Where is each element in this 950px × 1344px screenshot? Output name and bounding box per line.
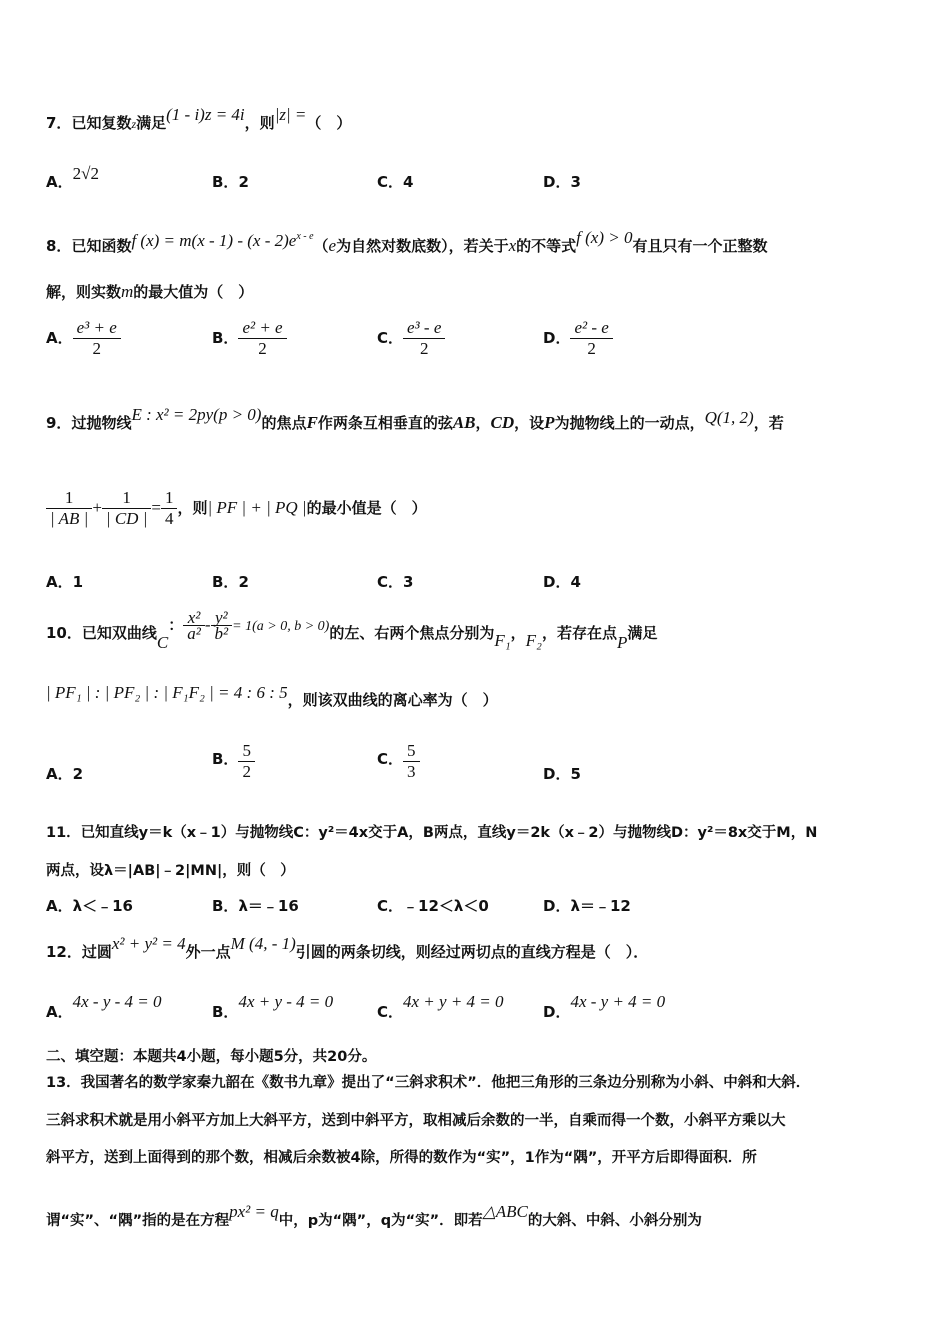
question-12-stem: 12．过圆x² + y² = 4外一点M (4, - 1)引圆的两条切线，则经过两切点的直线方程是（ ）．: [46, 934, 649, 961]
q7-option-c[interactable]: C．4: [377, 173, 414, 191]
question-13-line1: 13．我国著名的数学家秦九韶在《数书九章》提出了“三斜求积术”．他把三角形的三条边分别称为小斜、中斜和大斜．: [46, 1075, 811, 1091]
question-13-line2: 三斜求积术就是用小斜平方加上大斜平方，送到中斜平方，取相减后余数的一半，自乘而得一个数，小斜平方乘以大: [46, 1113, 786, 1129]
q8-option-a[interactable]: A． $\frac{\text{e³ + e}}{2}$: [46, 318, 121, 359]
question-9-condition: $\frac{1}{| AB |}$ + $\frac{1}{| CD |}$ = $\frac{1}{4}$ ，则| PF | + | PQ |的最小值是（ ）: [46, 488, 427, 529]
question-10-condition: | PF₁ | : | PF₂ | : | F₁F₂ | = 4 : 6 : 5，则该双曲线的离心率为（ ）: [46, 683, 498, 709]
question-10-stem: 10．已知双曲线C： $\frac{\text{x²}}{\text{a²}}$ - $\frac{\text{y²}}{\text{b²}}$ = 1(a > 0, b > 0)的左、右两个焦点分别为F₁，F₂，若存在点P满足: [46, 608, 658, 652]
question-7-stem: 7．已知复数z满足(1 - i)z = 4i，则|z| =（ ）: [46, 105, 352, 132]
q9-option-b[interactable]: B．2: [212, 573, 249, 591]
q8-option-d[interactable]: D． $\frac{\text{e² - e}}{2}$: [543, 318, 613, 359]
question-8-stem-line2: 解，则实数m的最大值为（ ）: [46, 282, 254, 301]
q7-option-a[interactable]: A．2√2: [46, 164, 99, 191]
q11-option-b[interactable]: B．λ＝﹣16: [212, 897, 299, 915]
q12-option-b[interactable]: B．4x + y - 4 = 0: [212, 992, 334, 1021]
q9-option-d[interactable]: D．4: [543, 573, 581, 591]
question-13-line3: 斜平方，送到上面得到的那个数，相减后余数被4除，所得的数作为“实”，1作为“隅”，开平方后即得面积．所: [46, 1150, 757, 1166]
question-11-stem: 11．已知直线y＝k（x﹣1）与抛物线C：y²＝4x交于A，B两点，直线y＝2k（x﹣2）与抛物线D：y²＝8x交于M，N: [46, 825, 818, 841]
question-8-stem: 8．已知函数f $(x) = m(x - 1) - (x - 2)e^{x - e}(e$为自然对数底数），若关于x的不等式f (x) > 0有且只有一个正整数: [46, 228, 768, 255]
q9-option-c[interactable]: C．3: [377, 573, 414, 591]
q9-option-a[interactable]: A．1: [46, 573, 84, 591]
q7-option-d[interactable]: D．3: [543, 173, 581, 191]
q10-option-b[interactable]: B． $\frac{5}{2}$: [212, 741, 255, 782]
q8-option-c[interactable]: C． $\frac{\text{e³ - e}}{2}$: [377, 318, 445, 359]
question-13-line4: 谓“实”、“隅”指的是在方程px² = q中，p为“隅”，q为“实”．即若△ABC的大斜、中斜、小斜分别为: [46, 1202, 702, 1229]
q11-option-d[interactable]: D．λ＝﹣12: [543, 897, 631, 915]
q12-option-a[interactable]: A．4x - y - 4 = 0: [46, 992, 162, 1021]
q11-option-c[interactable]: C．﹣12＜λ＜0: [377, 897, 489, 915]
q7-option-b[interactable]: B．2: [212, 173, 249, 191]
q10-option-d[interactable]: D．5: [543, 765, 581, 783]
q12-option-c[interactable]: C．4x + y + 4 = 0: [377, 992, 504, 1021]
q8-option-b[interactable]: B． $\frac{\text{e² + e}}{2}$: [212, 318, 287, 359]
question-9-stem: 9．过抛物线E : x² = 2py(p > 0)的焦点F作两条互相垂直的弦AB，CD，设P为抛物线上的一动点，Q(1, 2)，若: [46, 405, 784, 432]
question-11-stem-line2: 两点，设λ＝|AB|﹣2|MN|，则（ ）: [46, 863, 295, 879]
q10-option-a[interactable]: A．2: [46, 765, 84, 783]
q12-option-d[interactable]: D．4x - y + 4 = 0: [543, 992, 666, 1021]
q11-option-a[interactable]: A．λ＜﹣16: [46, 897, 133, 915]
q10-option-c[interactable]: C． $\frac{5}{3}$: [377, 741, 420, 782]
section-2-heading: 二、填空题：本题共4小题，每小题5分，共20分。: [46, 1049, 377, 1065]
